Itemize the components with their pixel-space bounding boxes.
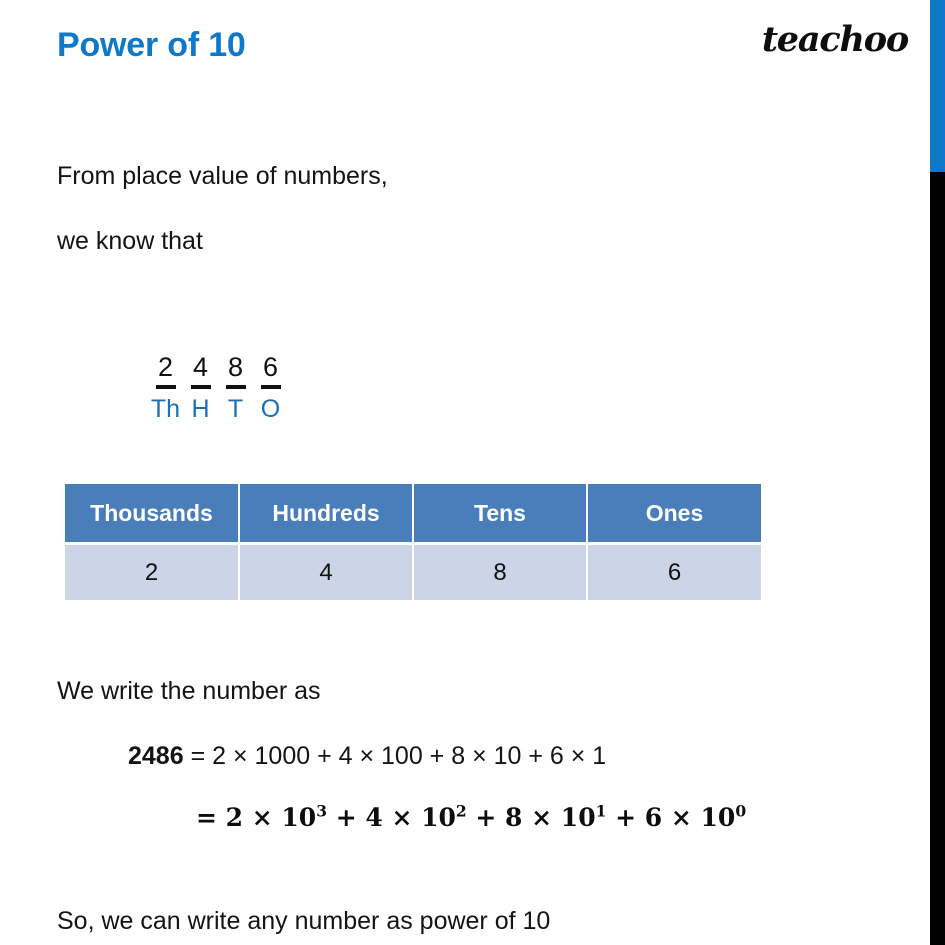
table-header-tens: Tens [414,484,586,542]
equation-number: 2486 [128,742,184,770]
place-label-tens: T [227,395,244,423]
intro-line-1: From place value of numbers, [57,162,388,190]
powers-term-1: = 2 × 10 [196,803,317,832]
digit-glyph: 2 [157,352,174,382]
equation-expanded-rest: = 2 × 1000 + 4 × 100 + 8 × 10 + 6 × 1 [183,742,607,770]
table-header-thousands: Thousands [65,484,238,542]
table-cell-ones: 6 [588,545,761,600]
equation-powers [196,803,746,832]
digit-cell [253,352,288,389]
digit-glyph: 6 [262,352,279,382]
equation-expanded [128,742,606,771]
digit-underline [156,385,176,389]
powers-exponent-0: 0 [735,801,747,821]
place-label-row [148,395,288,423]
edge-strip-black [930,172,945,945]
table-cell-thousands: 2 [65,545,238,600]
digit-underline [191,385,211,389]
digit-glyph: 8 [227,352,244,382]
table-header-hundreds: Hundreds [240,484,412,542]
table-cell-hundreds: 4 [240,545,412,600]
place-label-ones: O [260,395,281,423]
powers-term-2: + 4 × 10 [327,803,456,832]
digit-underline [226,385,246,389]
table-header-ones: Ones [588,484,761,542]
closing-line: So, we can write any number as power of 10 [57,907,551,935]
place-value-strip [148,352,288,423]
digit-glyph: 4 [192,352,209,382]
edge-strip-blue [930,0,945,172]
digit-row [148,352,288,389]
intro-line-2: we know that [57,227,203,255]
digit-underline [261,385,281,389]
place-label-thousands: Th [150,395,181,423]
powers-exponent-3: 3 [316,801,327,821]
powers-term-4: + 6 × 10 [606,803,736,832]
powers-exponent-2: 2 [455,801,467,821]
write-as-line: We write the number as [57,677,321,705]
table-row [65,545,761,600]
place-value-table [63,481,763,603]
digit-cell [218,352,253,389]
digit-cell [148,352,183,389]
digit-cell [183,352,218,389]
powers-term-3: + 8 × 10 [466,803,596,832]
table-cell-tens: 8 [414,545,586,600]
teachoo-logo: teachoo [761,19,908,60]
table-header-row [65,484,761,542]
page-title: Power of 10 [57,26,246,64]
place-label-hundreds: H [191,395,210,423]
powers-exponent-1: 1 [595,801,607,821]
